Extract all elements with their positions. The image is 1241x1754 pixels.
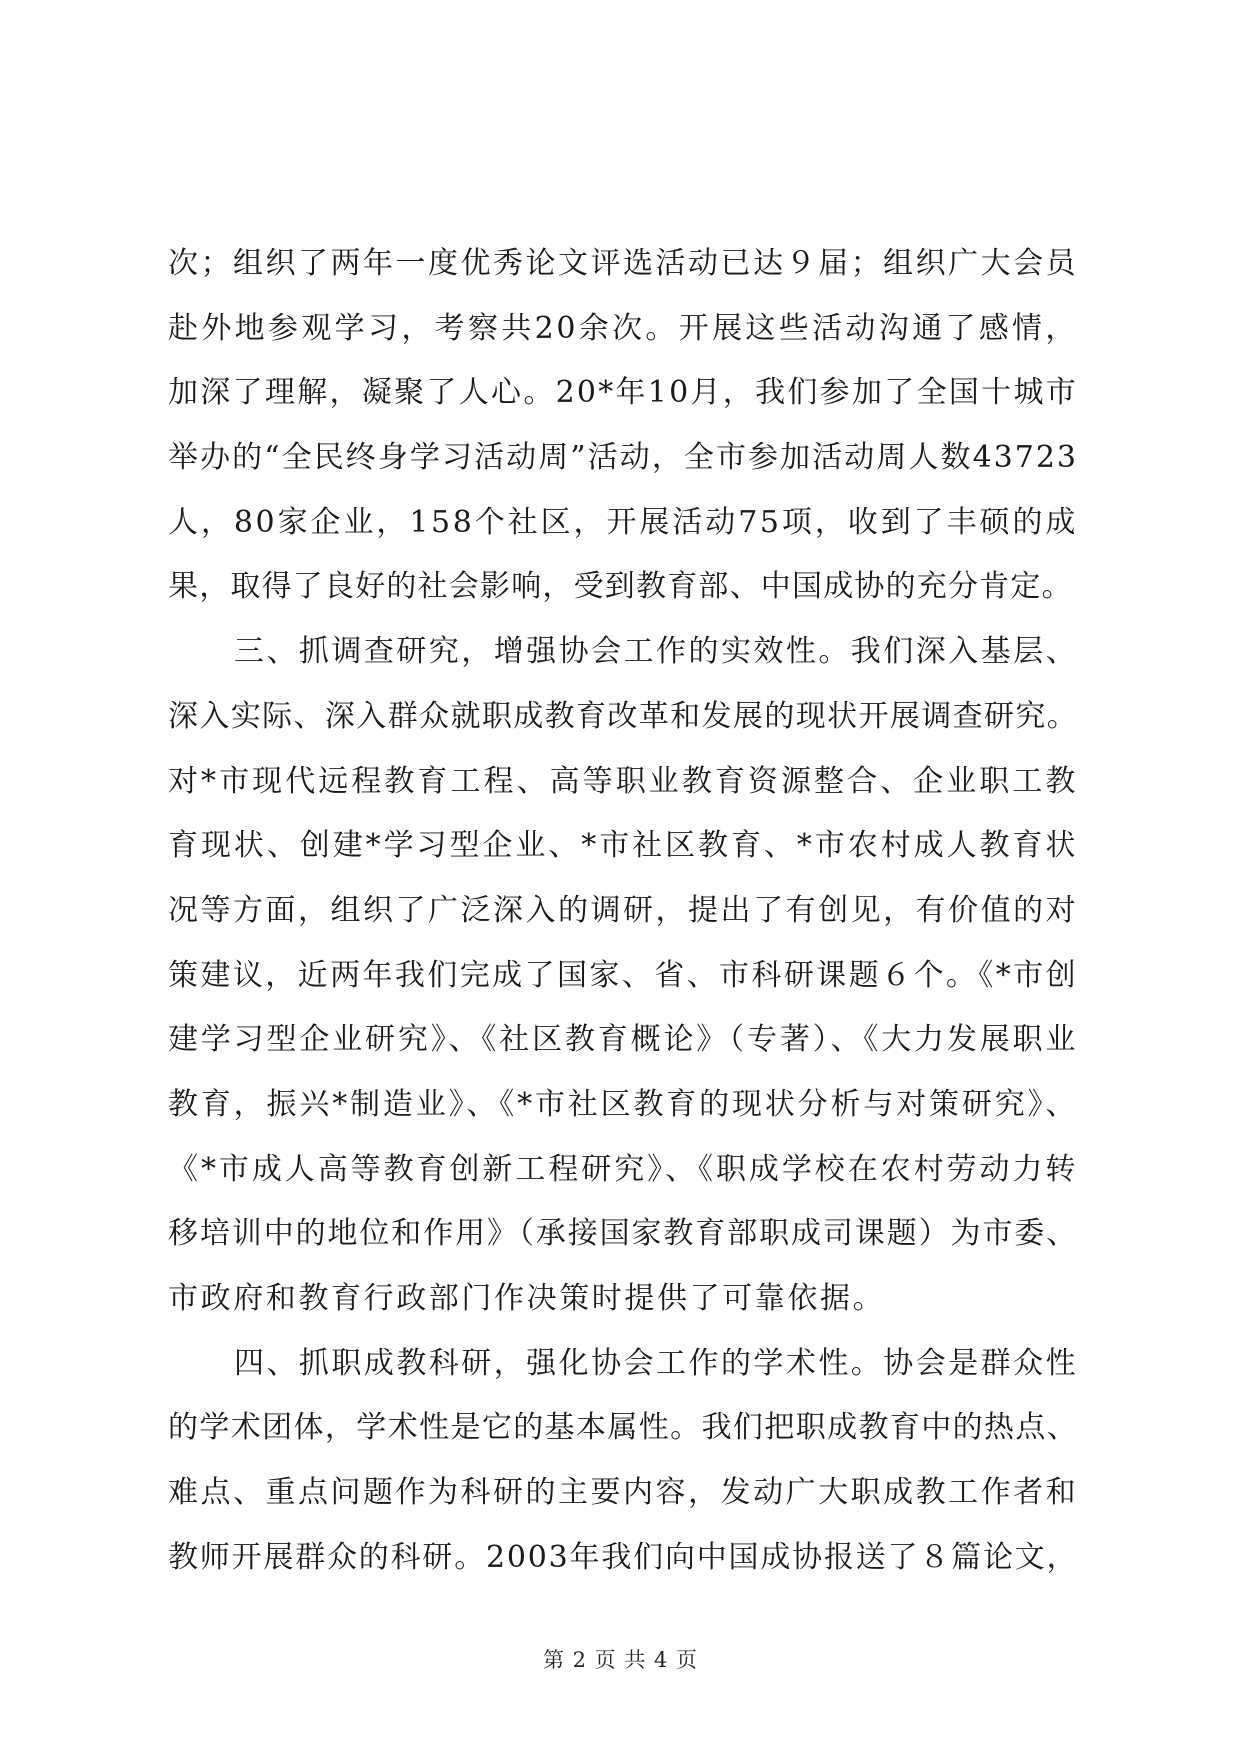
text-line: 策建议，近两年我们完成了国家、省、市科研课题６个。《*市创 <box>168 957 1078 993</box>
text-line: 移培训中的地位和作用》（承接国家教育部职成司课题）为市委、 <box>168 1216 1078 1252</box>
text-line: 人，80家企业，158个社区，开展活动75项，收到了丰硕的成 <box>168 504 1078 540</box>
text-line: 四、抓职成教科研，强化协会工作的学术性。协会是群众性 <box>234 1345 1078 1381</box>
text-line: 三、抓调查研究，增强协会工作的实效性。我们深入基层、 <box>234 634 1078 670</box>
text-line: 对*市现代远程教育工程、高等职业教育资源整合、企业职工教 <box>168 763 1078 799</box>
document-body <box>168 232 1078 1590</box>
text-line: 举办的“全民终身学习活动周”活动，全市参加活动周人数43723 <box>168 440 1078 476</box>
text-line: 难点、重点问题作为科研的主要内容，发动广大职成教工作者和 <box>168 1475 1078 1511</box>
text-line: 育现状、创建*学习型企业、*市社区教育、*市农村成人教育状 <box>168 828 1078 864</box>
paragraph-research <box>168 620 1078 1332</box>
text-line: 教师开展群众的科研。2003年我们向中国成协报送了８篇论文， <box>168 1539 1079 1575</box>
text-line: 《*市成人高等教育创新工程研究》、《职成学校在农村劳动力转 <box>168 1151 1078 1187</box>
text-line: 加深了理解，凝聚了人心。20*年10月，我们参加了全国十城市 <box>168 375 1078 411</box>
text-line: 深入实际、深入群众就职成教育改革和发展的现状开展调查研究。 <box>168 698 1078 734</box>
paragraph-academic <box>168 1332 1078 1591</box>
paragraph-activities <box>168 232 1078 620</box>
text-line: 况等方面，组织了广泛深入的调研，提出了有创见，有价值的对 <box>168 892 1078 928</box>
text-line: 的学术团体，学术性是它的基本属性。我们把职成教育中的热点、 <box>168 1410 1078 1446</box>
text-line: 建学习型企业研究》、《社区教育概论》（专著）、《大力发展职业 <box>168 1022 1078 1058</box>
text-line: 赴外地参观学习，考察共20余次。开展这些活动沟通了感情， <box>168 310 1078 346</box>
text-line: 果，取得了良好的社会影响，受到教育部、中国成协的充分肯定。 <box>168 569 1073 605</box>
text-line: 市政府和教育行政部门作决策时提供了可靠依据。 <box>168 1281 886 1316</box>
text-line: 教育，振兴*制造业》、《*市社区教育的现状分析与对策研究》、 <box>168 1086 1078 1122</box>
page-number-footer: 第 2 页 共 4 页 <box>542 1648 699 1672</box>
text-line: 次；组织了两年一度优秀论文评选活动已达９届；组织广大会员 <box>168 246 1078 281</box>
